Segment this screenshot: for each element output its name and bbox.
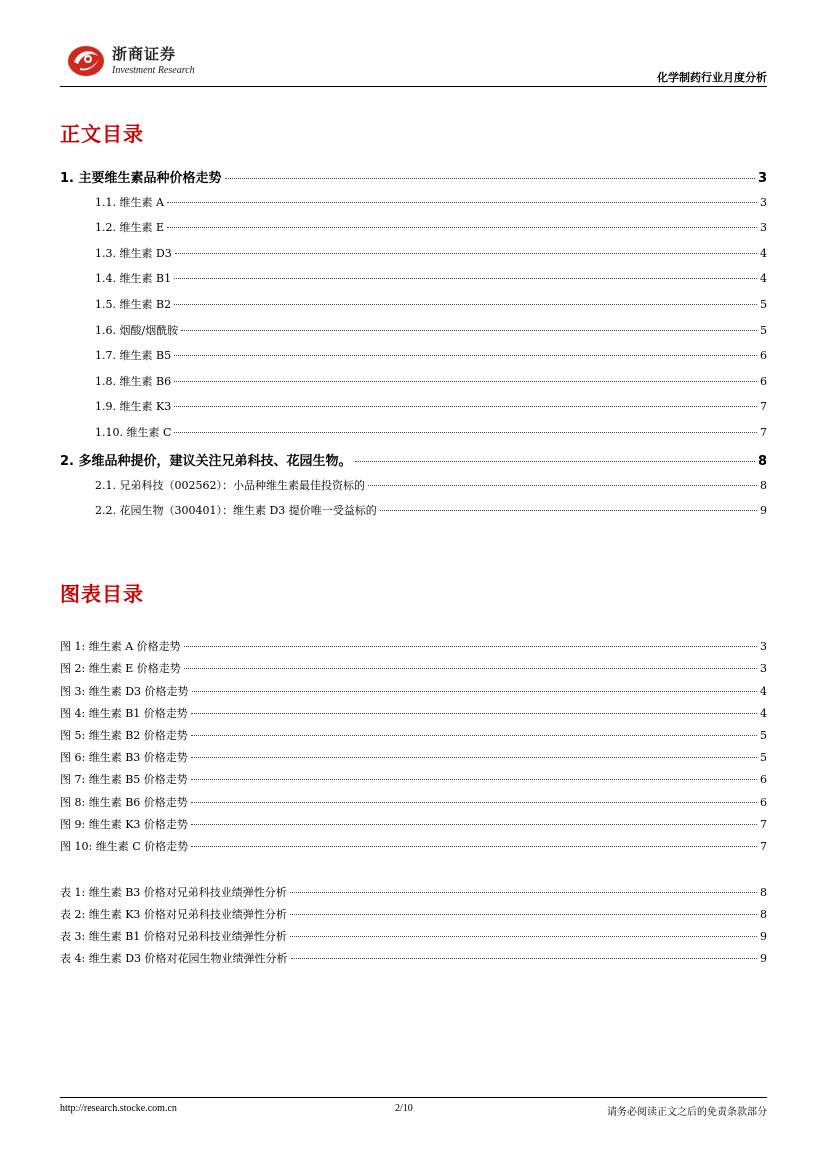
toc-entry-page: 7 (760, 400, 767, 413)
toc-entry-page: 5 (760, 298, 767, 311)
toc-entry-page: 6 (760, 375, 767, 388)
toc-entry[interactable] (95, 424, 767, 440)
toc-entry[interactable] (95, 270, 767, 286)
table-entry-page: 8 (760, 908, 767, 921)
figure-entry[interactable] (60, 705, 767, 721)
dot-leader (181, 330, 757, 331)
dot-leader (167, 202, 757, 203)
dot-leader (174, 381, 757, 382)
figure-entry-page: 3 (760, 662, 767, 675)
table-entry[interactable] (60, 950, 767, 966)
table-entry[interactable] (60, 928, 767, 944)
toc-title: 正文目录 (60, 122, 144, 146)
figure-entry-label: 图 8: 维生素 B6 价格走势 (60, 796, 188, 809)
toc-entry[interactable] (95, 373, 767, 389)
figures-list-title: 图表目录 (60, 582, 144, 606)
dot-leader (191, 757, 757, 758)
figure-entry-page: 3 (760, 640, 767, 653)
figure-entry-label: 图 3: 维生素 D3 价格走势 (60, 685, 189, 698)
toc-entry-label: 1.2. 维生素 E (95, 221, 165, 234)
toc-entry-label: 1.6. 烟酸/烟酰胺 (95, 324, 179, 337)
dot-leader (167, 227, 757, 228)
figure-entry[interactable] (60, 794, 767, 810)
footer-disclaimer: 请务必阅读正文之后的免责条款部分 (607, 1107, 767, 1118)
toc-entry[interactable] (95, 398, 767, 414)
table-entry-label: 表 1: 维生素 B3 价格对兄弟科技业绩弹性分析 (60, 886, 287, 899)
table-entry-label: 表 3: 维生素 B1 价格对兄弟科技业绩弹性分析 (60, 930, 287, 943)
report-category-title: 化学制药行业月度分析 (657, 71, 767, 84)
toc-entry[interactable] (95, 502, 767, 518)
toc-entry-page: 4 (760, 272, 767, 285)
figure-entry[interactable] (60, 749, 767, 765)
figure-entry-label: 图 10: 维生素 C 价格走势 (60, 840, 189, 853)
header-divider (60, 86, 767, 87)
footer-divider (60, 1097, 767, 1098)
page-header (60, 38, 767, 88)
toc-entry[interactable] (60, 167, 767, 186)
toc-entry[interactable] (95, 219, 767, 235)
toc-entry-page: 3 (760, 196, 767, 209)
toc-entry[interactable] (95, 322, 767, 338)
figure-entry-label: 图 9: 维生素 K3 价格走势 (60, 818, 188, 831)
toc-entry-label: 1.10. 维生素 C (95, 426, 172, 439)
dot-leader (191, 735, 757, 736)
figure-entry-label: 图 5: 维生素 B2 价格走势 (60, 729, 188, 742)
table-entry-label: 表 2: 维生素 K3 价格对兄弟科技业绩弹性分析 (60, 908, 287, 921)
dot-leader (174, 278, 757, 279)
figure-entry-label: 图 7: 维生素 B5 价格走势 (60, 773, 188, 786)
dot-leader (191, 846, 757, 847)
dot-leader (191, 713, 757, 714)
dot-leader (174, 304, 757, 305)
figure-entry-page: 7 (760, 818, 767, 831)
dot-leader (174, 406, 757, 407)
toc-entry-label: 1.3. 维生素 D3 (95, 247, 172, 260)
figure-entry-page: 6 (760, 773, 767, 786)
toc-entry[interactable] (95, 477, 767, 493)
toc-entry-page: 3 (757, 171, 767, 186)
table-entry-label: 表 4: 维生素 D3 价格对花园生物业绩弹性分析 (60, 952, 288, 965)
figure-entry-label: 图 4: 维生素 B1 价格走势 (60, 707, 188, 720)
table-entry-page: 9 (760, 930, 767, 943)
footer-page-number: 2/10 (395, 1103, 413, 1114)
table-entry[interactable] (60, 884, 767, 900)
figure-entry-page: 7 (760, 840, 767, 853)
dot-leader (184, 646, 757, 647)
dot-leader (290, 892, 757, 893)
figure-entry[interactable] (60, 638, 767, 654)
toc-entry-label: 1.8. 维生素 B6 (95, 375, 172, 388)
figure-entry-page: 5 (760, 751, 767, 764)
dot-leader (184, 668, 757, 669)
dot-leader (174, 355, 757, 356)
figure-entry[interactable] (60, 838, 767, 854)
figure-entry[interactable] (60, 660, 767, 676)
toc-entry-page: 8 (760, 479, 767, 492)
dot-leader (191, 824, 757, 825)
dot-leader (192, 691, 757, 692)
dot-leader (380, 510, 757, 511)
table-entry[interactable] (60, 906, 767, 922)
dot-leader (191, 802, 757, 803)
toc-entry-label: 1.5. 维生素 B2 (95, 298, 172, 311)
figure-entry-label: 图 2: 维生素 E 价格走势 (60, 662, 181, 675)
toc-entry[interactable] (95, 296, 767, 312)
figure-entry-page: 4 (760, 685, 767, 698)
toc-entry[interactable] (95, 194, 767, 210)
figure-entry-page: 6 (760, 796, 767, 809)
dot-leader (290, 914, 757, 915)
dot-leader (291, 958, 757, 959)
toc-entry-label: 1. 主要维生素品种价格走势 (60, 171, 222, 186)
dot-leader (290, 936, 757, 937)
dot-leader (368, 485, 757, 486)
figure-entry-label: 图 1: 维生素 A 价格走势 (60, 640, 181, 653)
logo-chinese-name: 浙商证券 (112, 45, 177, 63)
table-entry-page: 8 (760, 886, 767, 899)
figure-entry-label: 图 6: 维生素 B3 价格走势 (60, 751, 188, 764)
toc-entry-label: 1.7. 维生素 B5 (95, 349, 172, 362)
toc-entry-page: 6 (760, 349, 767, 362)
toc-entry-label: 1.4. 维生素 B1 (95, 272, 172, 285)
dot-leader (174, 432, 757, 433)
toc-entry-page: 5 (760, 324, 767, 337)
figure-entry[interactable] (60, 683, 767, 699)
toc-entry[interactable] (95, 347, 767, 363)
toc-entry-page: 8 (757, 454, 767, 469)
figure-entry[interactable] (60, 771, 767, 787)
dot-leader (225, 178, 755, 179)
toc-entry-page: 9 (760, 504, 767, 517)
toc-entry[interactable] (60, 450, 767, 469)
dot-leader (175, 253, 757, 254)
toc-entry-label: 1.1. 维生素 A (95, 196, 164, 209)
toc-entry-label: 2. 多维品种提价，建议关注兄弟科技、花园生物。 (60, 454, 352, 469)
table-entry-page: 9 (760, 952, 767, 965)
toc-entry-label: 1.9. 维生素 K3 (95, 400, 172, 413)
logo-english-name: Investment Research (112, 65, 195, 76)
footer-website-link[interactable]: http://research.stocke.com.cn (60, 1103, 177, 1114)
toc-entry-label: 2.1. 兄弟科技（002562）：小品种维生素最佳投资标的 (95, 479, 365, 492)
toc-entry-page: 4 (760, 247, 767, 260)
figure-entry[interactable] (60, 816, 767, 832)
toc-entry-label: 2.2. 花园生物（300401）：维生素 D3 提价唯一受益标的 (95, 504, 377, 517)
company-logo-icon (66, 40, 106, 78)
figure-entry-page: 4 (760, 707, 767, 720)
dot-leader (355, 461, 755, 462)
dot-leader (191, 779, 757, 780)
figure-entry-page: 5 (760, 729, 767, 742)
figure-entry[interactable] (60, 727, 767, 743)
toc-entry[interactable] (95, 245, 767, 261)
toc-entry-page: 7 (760, 426, 767, 439)
toc-entry-page: 3 (760, 221, 767, 234)
